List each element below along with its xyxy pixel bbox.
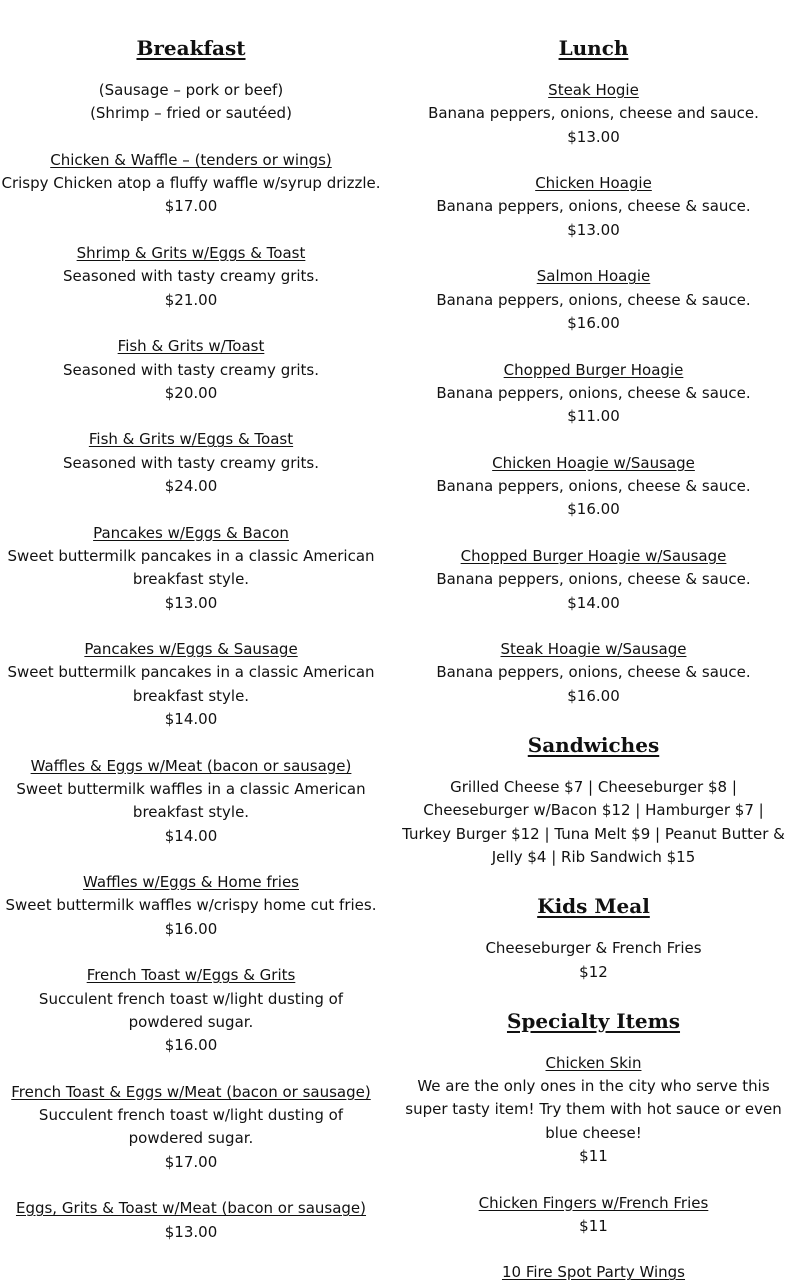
lunch-column	[402, 0, 785, 1285]
specialty-heading: Specialty Items	[506, 1008, 681, 1033]
menu-item	[402, 359, 785, 429]
menu-item	[402, 638, 785, 708]
kids-meal-heading: Kids Meal	[537, 894, 650, 919]
item-description: Banana peppers, onions, cheese & sauce.	[436, 383, 751, 402]
item-price: $13.00	[567, 127, 620, 146]
menu-item	[0, 755, 382, 848]
menu-item	[0, 428, 382, 498]
item-name: Waffles & Eggs w/Meat (bacon or sausage)	[30, 756, 352, 775]
item-name: Chicken Skin	[545, 1053, 642, 1072]
item-name: Salmon Hoagie	[536, 267, 651, 286]
item-price: $13.00	[164, 593, 218, 612]
item-description: Crispy Chicken atop a fluffy waffle w/syrup drizzle.	[1, 174, 381, 193]
item-description: Sweet buttermilk pancakes in a classic American breakfast style.	[7, 546, 375, 589]
item-name: French Toast & Eggs w/Meat (bacon or sausage)	[11, 1082, 371, 1101]
item-description: Seasoned with tasty creamy grits.	[62, 267, 320, 286]
item-description: Succulent french toast w/light dusting of powdered sugar.	[38, 1106, 344, 1148]
item-name: Pancakes w/Eggs & Sausage	[84, 640, 298, 659]
item-price: $24.00	[164, 477, 218, 496]
lunch-heading: Lunch	[558, 36, 629, 60]
breakfast-note-shrimp: (Shrimp – fried or sautéed)	[90, 104, 292, 123]
item-price: $14.00	[164, 826, 218, 845]
item-description: Banana peppers, onions, cheese and sauce.	[428, 104, 759, 123]
item-price: $13.00	[567, 220, 620, 239]
menu-item	[402, 545, 785, 615]
item-price: $17.00	[164, 1152, 218, 1171]
item-description: Seasoned with tasty creamy grits.	[62, 360, 320, 379]
item-price: $11	[579, 1216, 608, 1235]
menu-item	[0, 335, 382, 405]
item-price: $11	[579, 1146, 608, 1165]
item-name: Steak Hoagie w/Sausage	[500, 640, 687, 659]
item-name: Fish & Grits w/Toast	[117, 337, 265, 356]
item-name: Chopped Burger Hoagie	[503, 360, 684, 379]
item-description: Banana peppers, onions, cheese & sauce.	[436, 290, 751, 309]
menu-item	[402, 1192, 785, 1239]
item-description: Seasoned with tasty creamy grits.	[62, 453, 320, 472]
menu-item	[402, 1261, 785, 1284]
item-description: Sweet buttermilk pancakes in a classic American breakfast style.	[7, 663, 375, 705]
breakfast-note-sausage: (Sausage – pork or beef)	[98, 81, 284, 99]
item-name: Pancakes w/Eggs & Bacon	[93, 523, 289, 542]
item-price: $14.00	[567, 593, 620, 612]
item-description: Succulent french toast w/light dusting of powdered sugar.	[38, 989, 344, 1031]
menu-item	[402, 452, 785, 522]
sandwiches-heading: Sandwiches	[527, 733, 660, 758]
sandwiches-list: Grilled Cheese $7 | Cheeseburger $8 | Cheeseburger w/Bacon $12 | Hamburger $7 | Turkey Burger $12 | Tuna Melt $9 | Peanut Butter & Jelly $4 | Rib Sandwich $15	[402, 778, 785, 866]
menu-item	[0, 242, 382, 312]
menu-item	[402, 1052, 785, 1168]
menu-item	[0, 964, 382, 1057]
item-description: We are the only ones in the city who serve this super tasty item! Try them with hot sauce or even blue cheese!	[405, 1077, 782, 1142]
item-name: French Toast w/Eggs & Grits	[86, 966, 296, 985]
menu-item	[0, 1081, 382, 1174]
menu-item	[0, 638, 382, 731]
item-price: $16.00	[567, 500, 620, 519]
item-price: $21.00	[164, 290, 218, 309]
menu-item	[402, 172, 785, 242]
item-description: Banana peppers, onions, cheese & sauce.	[436, 477, 751, 496]
breakfast-column	[0, 0, 382, 1244]
item-name: Chopped Burger Hoagie w/Sausage	[460, 546, 727, 565]
menu-item	[0, 522, 382, 615]
item-price: $16.00	[567, 686, 620, 705]
item-description: Banana peppers, onions, cheese & sauce.	[436, 570, 751, 589]
kids-meal-price: $12	[579, 962, 608, 981]
item-name: Fish & Grits w/Eggs & Toast	[88, 430, 294, 449]
menu-item	[0, 1197, 382, 1244]
item-price: $20.00	[164, 383, 218, 402]
item-description: Sweet buttermilk waffles in a classic American breakfast style.	[16, 779, 366, 822]
item-price: $17.00	[164, 197, 218, 216]
item-name: Waffles w/Eggs & Home fries	[83, 873, 299, 892]
menu-item	[402, 265, 785, 335]
item-price: $16.00	[164, 919, 218, 938]
item-price: $16.00	[567, 313, 620, 332]
breakfast-heading: Breakfast	[136, 36, 246, 60]
item-description: Sweet buttermilk waffles w/crispy home cut fries.	[5, 896, 377, 915]
item-name: Shrimp & Grits w/Eggs & Toast	[76, 244, 306, 263]
item-name: Steak Hogie	[548, 81, 639, 99]
item-name: Chicken Hoagie	[535, 174, 652, 193]
item-description: Banana peppers, onions, cheese & sauce.	[436, 663, 751, 682]
item-name: Chicken Hoagie w/Sausage	[492, 453, 695, 472]
kids-meal-item: Cheeseburger & French Fries	[485, 939, 702, 958]
item-price: $11.00	[567, 407, 620, 426]
menu-item	[402, 79, 785, 149]
item-price: $13.00	[164, 1222, 218, 1241]
menu-item	[0, 871, 382, 941]
menu-item	[0, 149, 382, 219]
item-name: 10 Fire Spot Party Wings	[501, 1263, 686, 1282]
item-name: Chicken & Waffle – (tenders or wings)	[50, 150, 332, 169]
item-name: Chicken Fingers w/French Fries	[478, 1193, 709, 1212]
item-description: Banana peppers, onions, cheese & sauce.	[436, 197, 751, 216]
item-price: $16.00	[164, 1036, 218, 1055]
item-price: $14.00	[164, 710, 218, 729]
item-name: Eggs, Grits & Toast w/Meat (bacon or sausage)	[15, 1199, 367, 1218]
